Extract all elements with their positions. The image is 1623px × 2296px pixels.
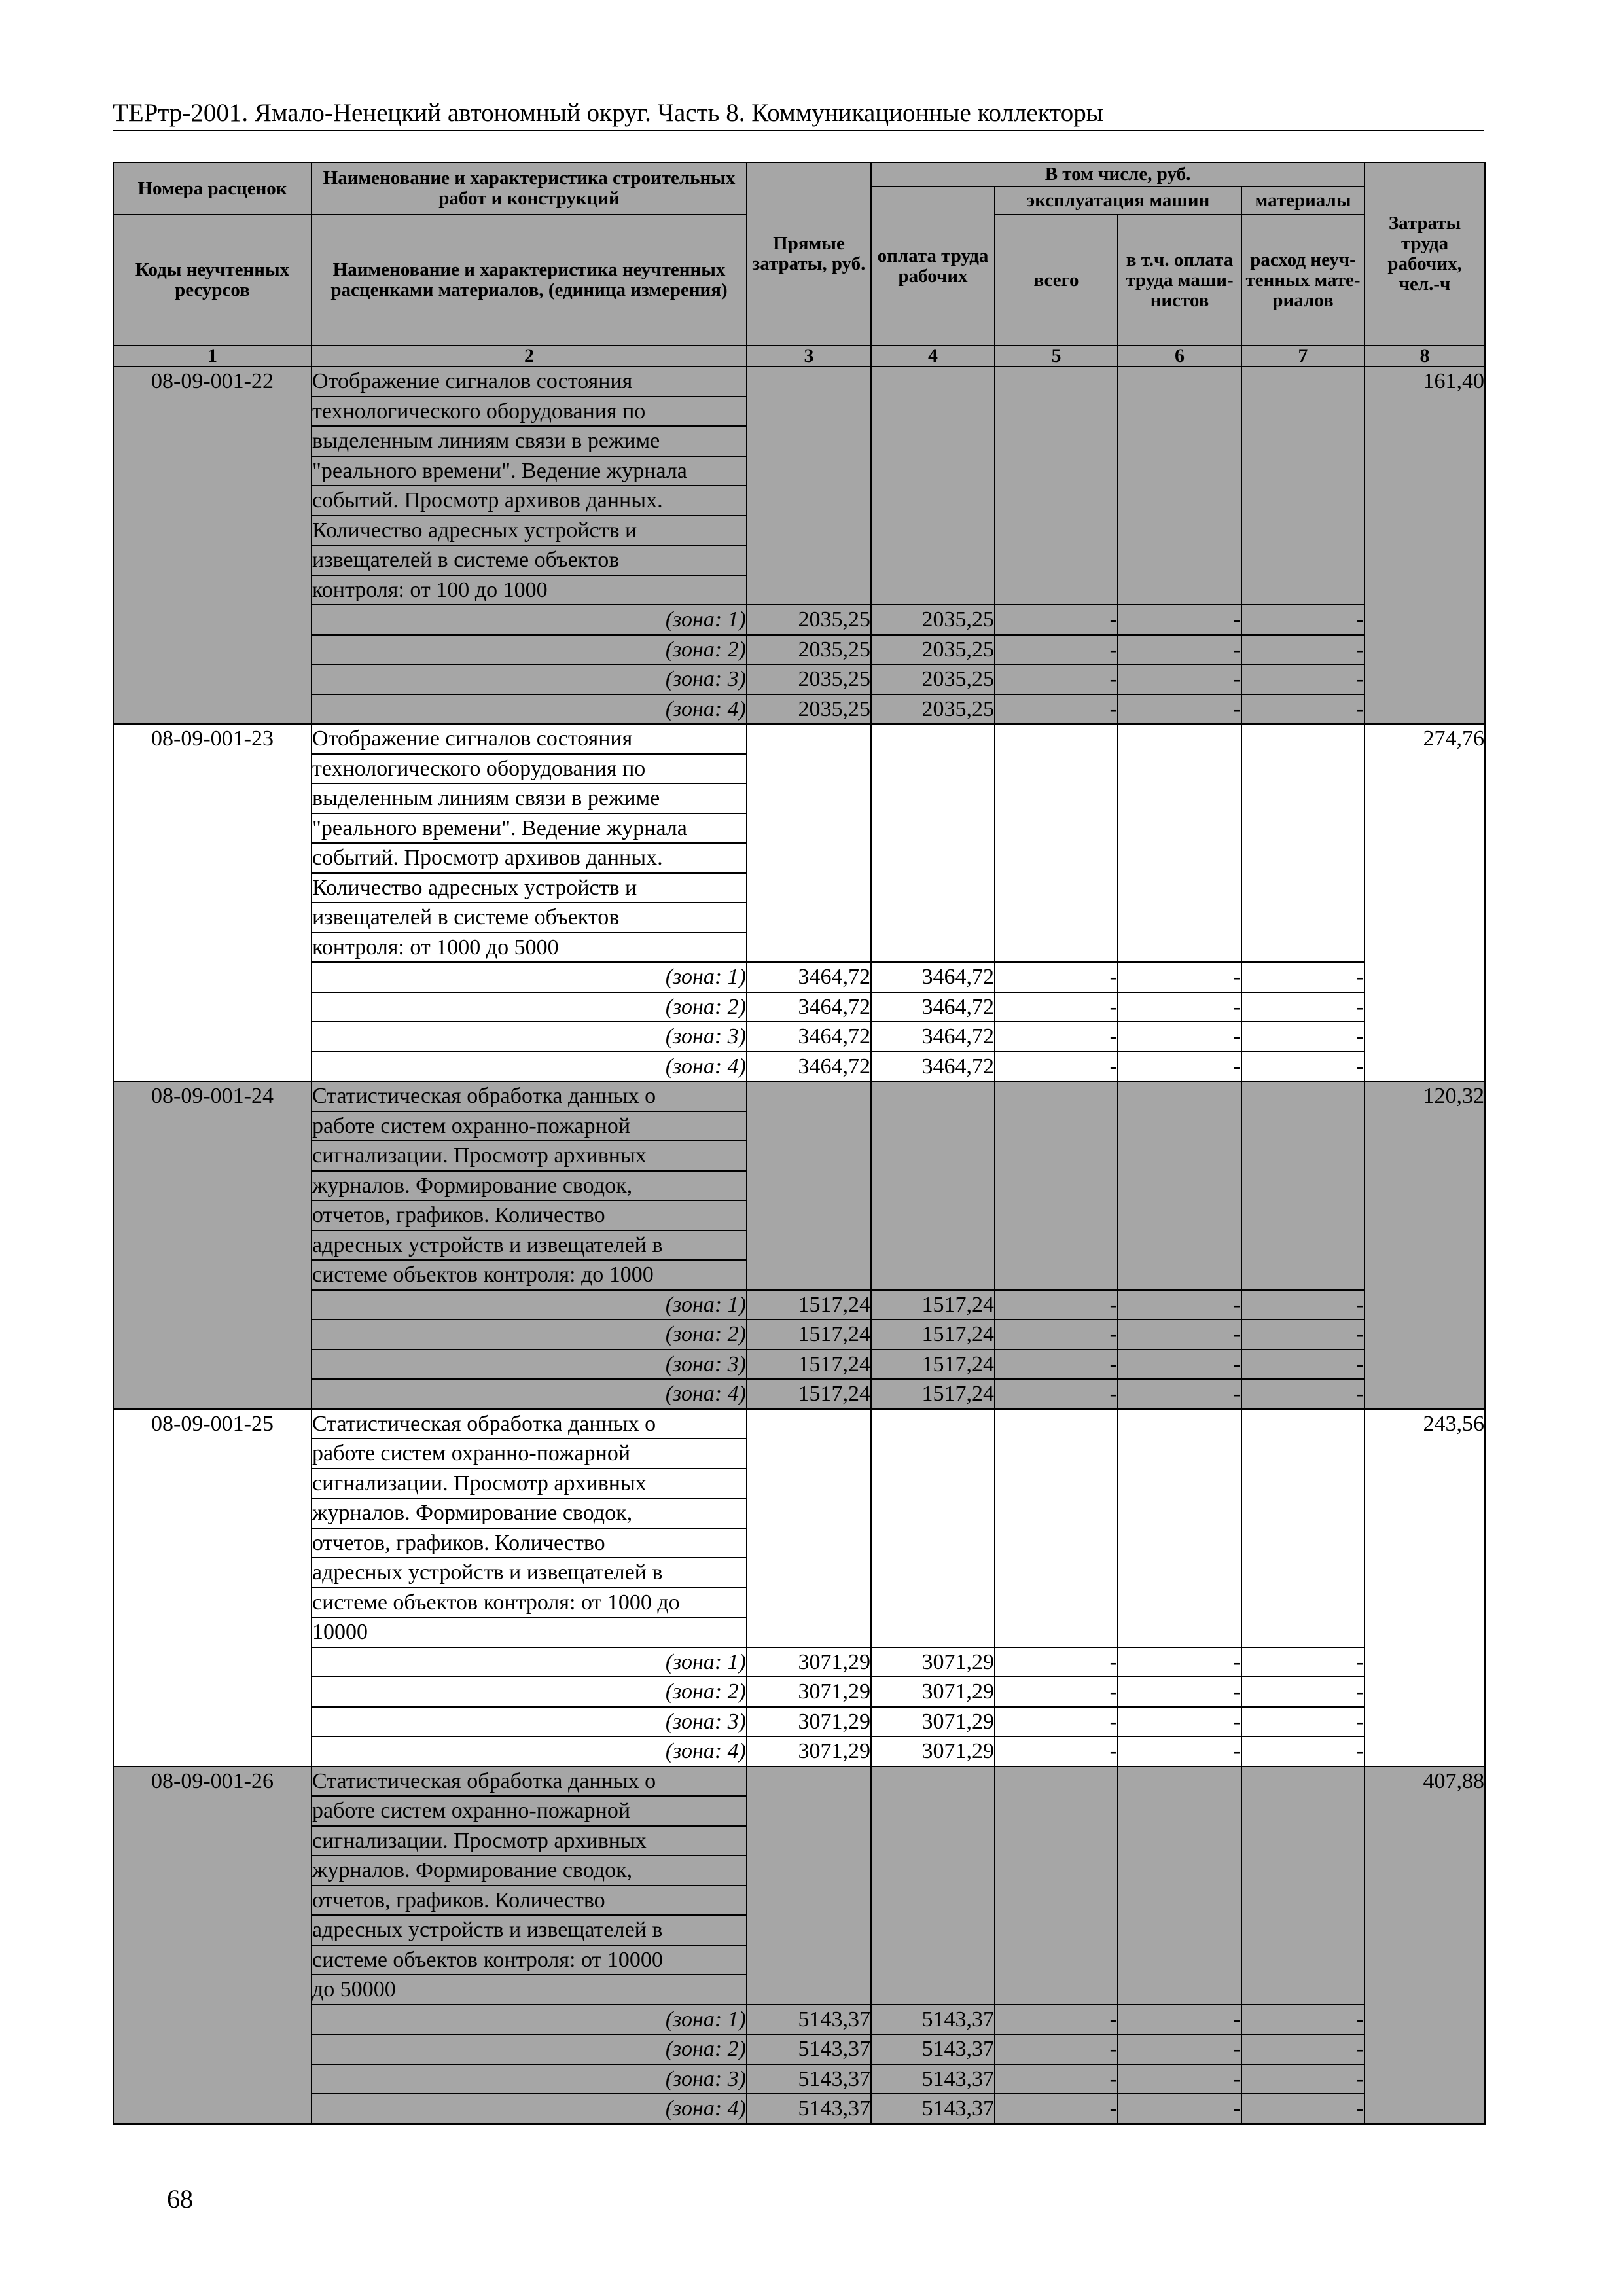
work-description-line: работе систем охранно-пожарной [312,1796,747,1826]
machinist-pay-cell [1118,724,1241,962]
zone-label: (зона: 2) [312,2034,747,2064]
materials-cell [1241,1081,1364,1290]
machines-total-value: - [995,1379,1118,1409]
direct-costs-value: 1517,24 [747,1319,871,1350]
zone-row [113,1379,1485,1409]
direct-costs-cell [747,1409,871,1647]
table-row [113,1409,1485,1439]
rate-code: 08-09-001-25 [113,1409,312,1767]
labor-costs: 120,32 [1364,1081,1485,1409]
materials-value: - [1241,1707,1364,1737]
materials-value: - [1241,962,1364,992]
worker-pay-cell [871,1409,995,1647]
machines-total-cell [995,1409,1118,1647]
work-description-line: журналов. Формирование сводок, [312,1498,747,1528]
machinist-pay-value: - [1118,1290,1241,1320]
zone-row [113,1319,1485,1350]
work-description-line: "реального времени". Ведение журнала [312,814,747,844]
direct-costs-value: 2035,25 [747,664,871,694]
zone-row [113,664,1485,694]
rate-code: 08-09-001-26 [113,1767,312,2124]
header-machinist-pay: в т.ч. оплата труда маши-нистов [1118,215,1241,346]
worker-pay-value: 2035,25 [871,605,995,635]
work-description-line: отчетов, графиков. Количество [312,1886,747,1916]
column-number: 6 [1118,346,1241,367]
zone-label: (зона: 2) [312,635,747,665]
machines-total-value: - [995,1022,1118,1052]
zone-row [113,694,1485,725]
direct-costs-value: 3071,29 [747,1647,871,1677]
machinist-pay-value: - [1118,2064,1241,2094]
header-work-name: Наименование и характеристика строительных работ и конструкций [312,162,747,215]
zone-row [113,2005,1485,2035]
table-header [113,162,1485,367]
zone-row [113,605,1485,635]
header-rate-numbers: Номера расценок [113,162,312,215]
zone-row [113,1677,1485,1707]
worker-pay-value: 5143,37 [871,2034,995,2064]
page-number: 68 [167,2184,193,2214]
labor-costs: 274,76 [1364,724,1485,1081]
worker-pay-value: 3071,29 [871,1707,995,1737]
worker-pay-cell [871,724,995,962]
work-description-line: 10000 [312,1617,747,1647]
work-description-line: сигнализации. Просмотр архивных [312,1826,747,1856]
zone-label: (зона: 3) [312,1350,747,1380]
table-row [113,724,1485,754]
worker-pay-cell [871,1081,995,1290]
direct-costs-value: 3464,72 [747,992,871,1022]
worker-pay-value: 3464,72 [871,1052,995,1082]
materials-value: - [1241,1052,1364,1082]
worker-pay-value: 5143,37 [871,2094,995,2124]
materials-value: - [1241,1022,1364,1052]
worker-pay-value: 3071,29 [871,1647,995,1677]
machinist-pay-cell [1118,1767,1241,2005]
materials-value: - [1241,1379,1364,1409]
column-number: 1 [113,346,312,367]
machines-total-value: - [995,992,1118,1022]
work-description-line: Количество адресных устройств и [312,873,747,903]
direct-costs-value: 2035,25 [747,694,871,725]
rate-code: 08-09-001-23 [113,724,312,1081]
machinist-pay-cell [1118,1409,1241,1647]
materials-value: - [1241,1677,1364,1707]
table-row [113,1081,1485,1111]
machines-total-cell [995,367,1118,605]
machines-total-value: - [995,1350,1118,1380]
materials-value: - [1241,605,1364,635]
materials-value: - [1241,664,1364,694]
work-description-line: контроля: от 1000 до 5000 [312,933,747,963]
zone-row [113,1736,1485,1767]
header-direct-costs: Прямые затраты, руб. [747,162,871,346]
column-number: 7 [1241,346,1364,367]
worker-pay-value: 1517,24 [871,1350,995,1380]
work-description-line: "реального времени". Ведение журнала [312,456,747,486]
direct-costs-value: 2035,25 [747,605,871,635]
column-number: 3 [747,346,871,367]
column-number: 4 [871,346,995,367]
machines-total-value: - [995,664,1118,694]
direct-costs-value: 5143,37 [747,2064,871,2094]
machines-total-cell [995,1767,1118,2005]
machinist-pay-value: - [1118,1736,1241,1767]
direct-costs-value: 3071,29 [747,1677,871,1707]
direct-costs-value: 1517,24 [747,1290,871,1320]
zone-row [113,2034,1485,2064]
materials-cell [1241,1409,1364,1647]
materials-value: - [1241,635,1364,665]
zone-label: (зона: 4) [312,2094,747,2124]
machines-total-value: - [995,2034,1118,2064]
zone-label: (зона: 2) [312,992,747,1022]
machinist-pay-value: - [1118,1647,1241,1677]
work-description-line: до 50000 [312,1975,747,2005]
materials-value: - [1241,1736,1364,1767]
machinist-pay-cell [1118,367,1241,605]
machinist-pay-value: - [1118,1350,1241,1380]
zone-label: (зона: 3) [312,1707,747,1737]
worker-pay-value: 1517,24 [871,1319,995,1350]
work-description-line: системе объектов контроля: от 10000 [312,1945,747,1975]
machines-total-value: - [995,1052,1118,1082]
work-description-line: событий. Просмотр архивов данных. [312,843,747,873]
labor-costs: 407,88 [1364,1767,1485,2124]
header-machines-total: всего [995,215,1118,346]
direct-costs-value: 3464,72 [747,962,871,992]
work-description-line: извещателей в системе объектов [312,903,747,933]
rates-table [113,162,1486,2125]
work-description-line: журналов. Формирование сводок, [312,1171,747,1201]
page-header: ТЕРтр-2001. Ямало-Ненецкий автономный округ. Часть 8. Коммуникационные коллекторы [113,97,1484,131]
work-description-line: Количество адресных устройств и [312,516,747,546]
work-description-line: работе систем охранно-пожарной [312,1439,747,1469]
work-description-line: отчетов, графиков. Количество [312,1200,747,1230]
zone-label: (зона: 4) [312,694,747,725]
work-description-line: отчетов, графиков. Количество [312,1528,747,1558]
zone-label: (зона: 2) [312,1319,747,1350]
machines-total-value: - [995,1736,1118,1767]
zone-row [113,992,1485,1022]
machines-total-value: - [995,2005,1118,2035]
zone-label: (зона: 4) [312,1736,747,1767]
worker-pay-cell [871,367,995,605]
work-description-line: выделенным линиям связи в режиме [312,426,747,456]
machinist-pay-value: - [1118,1052,1241,1082]
work-description-line: Статистическая обработка данных о [312,1409,747,1439]
materials-value: - [1241,1319,1364,1350]
column-number: 2 [312,346,747,367]
machines-total-cell [995,724,1118,962]
direct-costs-value: 2035,25 [747,635,871,665]
zone-label: (зона: 3) [312,664,747,694]
materials-cell [1241,1767,1364,2005]
zone-row [113,1290,1485,1320]
zone-label: (зона: 3) [312,2064,747,2094]
zone-row [113,1707,1485,1737]
zone-label: (зона: 1) [312,605,747,635]
work-description-line: контроля: от 100 до 1000 [312,575,747,605]
header-worker-pay: оплата труда рабочих [871,187,995,346]
materials-value: - [1241,2064,1364,2094]
work-description-line: адресных устройств и извещателей в [312,1915,747,1945]
direct-costs-value: 1517,24 [747,1379,871,1409]
direct-costs-value: 3464,72 [747,1022,871,1052]
machines-total-value: - [995,1707,1118,1737]
zone-row [113,1022,1485,1052]
direct-costs-cell [747,724,871,962]
worker-pay-value: 2035,25 [871,694,995,725]
direct-costs-value: 5143,37 [747,2034,871,2064]
labor-costs: 243,56 [1364,1409,1485,1767]
header-resource-codes: Коды неучтенных ресурсов [113,215,312,346]
worker-pay-value: 2035,25 [871,635,995,665]
header-materials: материалы [1241,187,1364,215]
worker-pay-value: 3464,72 [871,1022,995,1052]
worker-pay-value: 3071,29 [871,1736,995,1767]
zone-row [113,635,1485,665]
work-description-line: Статистическая обработка данных о [312,1767,747,1797]
materials-value: - [1241,694,1364,725]
worker-pay-value: 5143,37 [871,2064,995,2094]
column-number: 8 [1364,346,1485,367]
zone-row [113,2094,1485,2124]
machines-total-value: - [995,605,1118,635]
table-row [113,1767,1485,1797]
worker-pay-cell [871,1767,995,2005]
work-description-line: извещателей в системе объектов [312,545,747,575]
work-description-line: сигнализации. Просмотр архивных [312,1141,747,1171]
direct-costs-value: 1517,24 [747,1350,871,1380]
worker-pay-value: 3071,29 [871,1677,995,1707]
worker-pay-value: 2035,25 [871,664,995,694]
work-description-line: Отображение сигналов состояния [312,367,747,397]
work-description-line: системе объектов контроля: от 1000 до [312,1588,747,1618]
zone-label: (зона: 1) [312,1290,747,1320]
machinist-pay-cell [1118,1081,1241,1290]
work-description-line: адресных устройств и извещателей в [312,1230,747,1261]
machines-total-value: - [995,1677,1118,1707]
work-description-line: адресных устройств и извещателей в [312,1558,747,1588]
worker-pay-value: 1517,24 [871,1379,995,1409]
work-description-line: событий. Просмотр архивов данных. [312,486,747,516]
table-body [113,367,1485,2124]
zone-label: (зона: 1) [312,962,747,992]
header-machine-operation: эксплуатация машин [995,187,1241,215]
direct-costs-value: 3071,29 [747,1707,871,1737]
machinist-pay-value: - [1118,1707,1241,1737]
machinist-pay-value: - [1118,664,1241,694]
materials-value: - [1241,2034,1364,2064]
zone-label: (зона: 4) [312,1379,747,1409]
machinist-pay-value: - [1118,635,1241,665]
machines-total-value: - [995,2094,1118,2124]
work-description-line: технологического оборудования по [312,754,747,784]
materials-cell [1241,367,1364,605]
materials-cell [1241,724,1364,962]
machinist-pay-value: - [1118,992,1241,1022]
direct-costs-cell [747,367,871,605]
work-description-line: Отображение сигналов состояния [312,724,747,754]
column-number: 5 [995,346,1118,367]
materials-value: - [1241,992,1364,1022]
worker-pay-value: 3464,72 [871,992,995,1022]
work-description-line: выделенным линиям связи в режиме [312,783,747,814]
zone-row [113,1052,1485,1082]
worker-pay-value: 1517,24 [871,1290,995,1320]
machines-total-cell [995,1081,1118,1290]
machinist-pay-value: - [1118,694,1241,725]
machines-total-value: - [995,2064,1118,2094]
zone-label: (зона: 1) [312,2005,747,2035]
zone-label: (зона: 2) [312,1677,747,1707]
table-row [113,367,1485,397]
direct-costs-cell [747,1081,871,1290]
zone-label: (зона: 4) [312,1052,747,1082]
machines-total-value: - [995,1319,1118,1350]
machines-total-value: - [995,694,1118,725]
rate-code: 08-09-001-22 [113,367,312,724]
machinist-pay-value: - [1118,2094,1241,2124]
materials-value: - [1241,2094,1364,2124]
zone-row [113,1647,1485,1677]
worker-pay-value: 3464,72 [871,962,995,992]
machinist-pay-value: - [1118,1022,1241,1052]
machinist-pay-value: - [1118,1319,1241,1350]
worker-pay-value: 5143,37 [871,2005,995,2035]
header-material-consumption: расход неуч-тенных мате-риалов [1241,215,1364,346]
machinist-pay-value: - [1118,1379,1241,1409]
machinist-pay-value: - [1118,2034,1241,2064]
work-description-line: системе объектов контроля: до 1000 [312,1260,747,1290]
machines-total-value: - [995,1647,1118,1677]
machines-total-value: - [995,635,1118,665]
zone-row [113,2064,1485,2094]
machines-total-value: - [995,962,1118,992]
rate-code: 08-09-001-24 [113,1081,312,1409]
zone-row [113,962,1485,992]
direct-costs-cell [747,1767,871,2005]
header-labor-costs: Затраты труда рабочих, чел.-ч [1364,162,1485,346]
zone-row [113,1350,1485,1380]
work-description-line: журналов. Формирование сводок, [312,1856,747,1886]
zone-label: (зона: 3) [312,1022,747,1052]
labor-costs: 161,40 [1364,367,1485,724]
header-material-name: Наименование и характеристика неучтенных расценками материалов, (единица измерения) [312,215,747,346]
machinist-pay-value: - [1118,605,1241,635]
machinist-pay-value: - [1118,962,1241,992]
materials-value: - [1241,2005,1364,2035]
direct-costs-value: 3071,29 [747,1736,871,1767]
zone-label: (зона: 1) [312,1647,747,1677]
work-description-line: технологического оборудования по [312,397,747,427]
machinist-pay-value: - [1118,2005,1241,2035]
direct-costs-value: 5143,37 [747,2094,871,2124]
materials-value: - [1241,1647,1364,1677]
materials-value: - [1241,1290,1364,1320]
machines-total-value: - [995,1290,1118,1320]
direct-costs-value: 5143,37 [747,2005,871,2035]
work-description-line: Статистическая обработка данных о [312,1081,747,1111]
work-description-line: сигнализации. Просмотр архивных [312,1469,747,1499]
header-including: В том числе, руб. [871,162,1364,187]
materials-value: - [1241,1350,1364,1380]
work-description-line: работе систем охранно-пожарной [312,1111,747,1141]
machinist-pay-value: - [1118,1677,1241,1707]
direct-costs-value: 3464,72 [747,1052,871,1082]
